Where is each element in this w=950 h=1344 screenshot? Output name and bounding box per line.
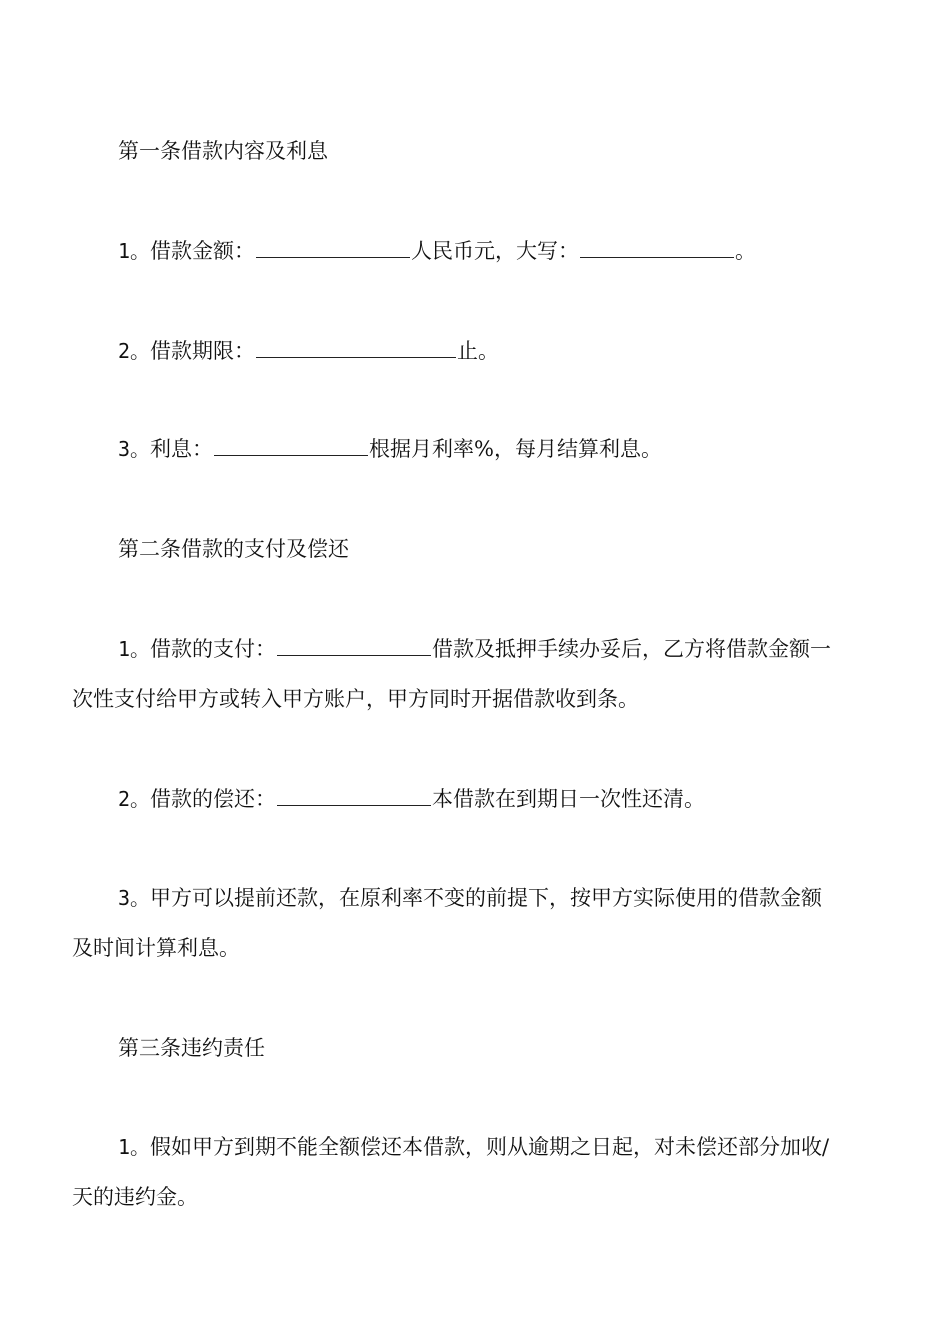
loan-term-blank[interactable] — [256, 338, 456, 358]
article-2-item-1-line-2: 次性支付给甲方或转入甲方账户，甲方同时开据借款收到条。 — [72, 687, 639, 711]
loan-repayment-blank[interactable] — [277, 786, 431, 806]
loan-amount-blank[interactable] — [256, 238, 410, 258]
loan-amount-words-blank[interactable] — [580, 238, 734, 258]
article-2-item-2: 2。借款的偿还： 本借款在到期日一次性还清。 — [118, 787, 706, 811]
article-3-heading: 第三条违约责任 — [118, 1036, 265, 1060]
article-1-item-2: 2。借款期限： 止。 — [118, 339, 500, 363]
article-2-item-1-line-1: 1。借款的支付： 借款及抵押手续办妥后，乙方将借款金额一 — [118, 637, 832, 661]
interest-blank[interactable] — [214, 436, 368, 456]
article-2-item-3-line-2: 及时间计算利息。 — [72, 936, 240, 960]
article-1-item-1: 1。借款金额： 人民币元，大写： 。 — [118, 239, 757, 263]
article-1-item-3: 3。利息： 根据月利率%，每月结算利息。 — [118, 437, 662, 461]
article-3-item-1-line-1: 1。假如甲方到期不能全额偿还本借款，则从逾期之日起，对未偿还部分加收/ — [118, 1135, 830, 1159]
loan-payment-blank[interactable] — [277, 636, 431, 656]
article-1-heading: 第一条借款内容及利息 — [118, 139, 328, 163]
article-2-item-3-line-1: 3。甲方可以提前还款，在原利率不变的前提下，按甲方实际使用的借款金额 — [118, 886, 823, 910]
article-2-heading: 第二条借款的支付及偿还 — [118, 537, 349, 561]
article-3-item-1-line-2: 天的违约金。 — [72, 1185, 198, 1209]
